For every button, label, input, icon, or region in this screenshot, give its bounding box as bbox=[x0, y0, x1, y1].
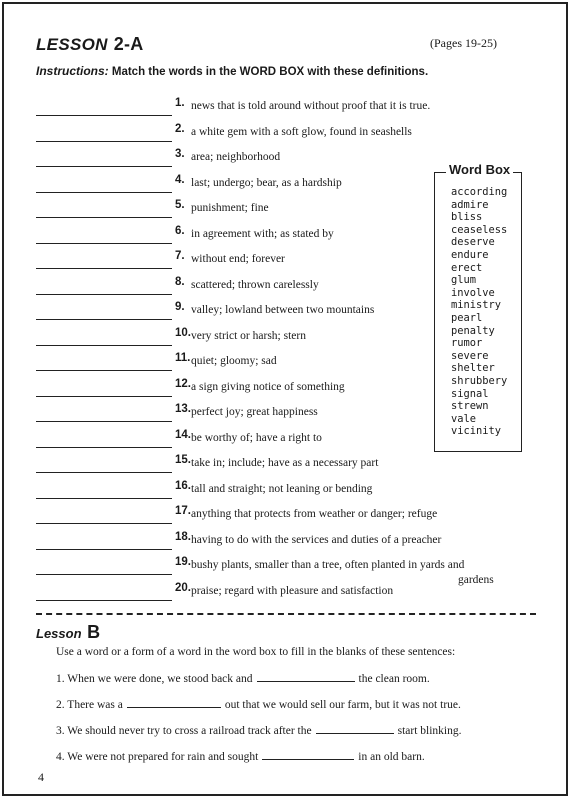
definition-number: 10. bbox=[175, 327, 191, 339]
section-divider bbox=[36, 613, 536, 615]
fill-in-sentence bbox=[56, 748, 425, 763]
definition-row bbox=[36, 556, 516, 586]
word-box-word: pearl bbox=[451, 311, 483, 324]
lesson-a-title bbox=[36, 34, 144, 55]
sentence-text-before: We should never try to cross a railroad track after the bbox=[67, 725, 312, 737]
word-box-word: severe bbox=[451, 349, 489, 362]
definition-number: 13. bbox=[175, 403, 191, 415]
definition-text: in agreement with; as stated by bbox=[191, 228, 334, 240]
word-box-word: erect bbox=[451, 261, 483, 274]
definition-number: 20. bbox=[175, 582, 191, 594]
sentence-number: 3. bbox=[56, 725, 65, 737]
definition-text: without end; forever bbox=[191, 253, 285, 265]
answer-blank[interactable] bbox=[36, 294, 172, 295]
instructions bbox=[36, 64, 428, 78]
definition-number: 12. bbox=[175, 378, 191, 390]
definition-number: 18. bbox=[175, 531, 191, 543]
definition-text: be worthy of; have a right to bbox=[191, 432, 322, 444]
fill-in-sentence bbox=[56, 722, 462, 737]
lesson-b-title bbox=[36, 622, 100, 643]
sentence-text-after: start blinking. bbox=[397, 725, 462, 737]
definition-text: a sign giving notice of something bbox=[191, 381, 345, 393]
word-box-word: penalty bbox=[451, 324, 495, 337]
definition-text: news that is told around without proof that it is true. bbox=[191, 100, 431, 112]
word-box-word: involve bbox=[451, 286, 495, 299]
sentence-blank[interactable] bbox=[127, 696, 221, 708]
lesson-label: LESSON bbox=[36, 35, 108, 54]
definition-number: 15. bbox=[175, 454, 191, 466]
definition-number: 2. bbox=[175, 123, 185, 135]
sentence-blank[interactable] bbox=[316, 722, 394, 734]
answer-blank[interactable] bbox=[36, 141, 172, 142]
definition-text: having to do with the services and duties of a preacher bbox=[191, 534, 442, 546]
word-box-word: glum bbox=[451, 274, 477, 287]
answer-blank[interactable] bbox=[36, 421, 172, 422]
definition-row bbox=[36, 454, 516, 475]
answer-blank[interactable] bbox=[36, 574, 172, 575]
lesson-b-instructions: Use a word or a form of a word in the word box to fill in the blanks of these sentences: bbox=[56, 646, 456, 658]
definition-text: scattered; thrown carelessly bbox=[191, 279, 319, 291]
definition-text: perfect joy; great happiness bbox=[191, 406, 318, 418]
answer-blank[interactable] bbox=[36, 549, 172, 550]
definition-row bbox=[36, 582, 516, 603]
definition-number: 7. bbox=[175, 250, 185, 262]
answer-blank[interactable] bbox=[36, 345, 172, 346]
lesson-b-letter: B bbox=[87, 622, 101, 642]
definition-row bbox=[36, 97, 516, 118]
word-box-word: signal bbox=[451, 387, 489, 400]
answer-blank[interactable] bbox=[36, 472, 172, 473]
answer-blank[interactable] bbox=[36, 243, 172, 244]
sentence-number: 2. bbox=[56, 699, 65, 711]
sentence-text-before: When we were done, we stood back and bbox=[67, 673, 253, 685]
sentence-blank[interactable] bbox=[257, 670, 355, 682]
sentence-text-after: out that we would sell our farm, but it was not true. bbox=[224, 699, 461, 711]
word-box-word: shelter bbox=[451, 362, 495, 375]
definition-text: praise; regard with pleasure and satisfaction bbox=[191, 585, 394, 597]
definition-text: last; undergo; bear, as a hardship bbox=[191, 177, 342, 189]
definition-number: 6. bbox=[175, 225, 185, 237]
answer-blank[interactable] bbox=[36, 319, 172, 320]
definition-number: 5. bbox=[175, 199, 185, 211]
sentence-text-before: There was a bbox=[67, 699, 123, 711]
word-box-word: bliss bbox=[451, 211, 483, 224]
answer-blank[interactable] bbox=[36, 217, 172, 218]
word-box-word: vicinity bbox=[451, 425, 502, 438]
definition-number: 8. bbox=[175, 276, 185, 288]
word-box-word: according bbox=[451, 186, 508, 198]
lesson-b-label: Lesson bbox=[36, 626, 82, 641]
answer-blank[interactable] bbox=[36, 600, 172, 601]
answer-blank[interactable] bbox=[36, 370, 172, 371]
definition-row bbox=[36, 531, 516, 552]
answer-blank[interactable] bbox=[36, 166, 172, 167]
sentence-number: 4. bbox=[56, 751, 65, 763]
pages-reference: (Pages 19-25) bbox=[430, 36, 497, 50]
answer-blank[interactable] bbox=[36, 396, 172, 397]
definition-number: 16. bbox=[175, 480, 191, 492]
word-box-word: vale bbox=[451, 412, 477, 425]
sentence-text-after: the clean room. bbox=[358, 673, 430, 685]
sentence-text-after: in an old barn. bbox=[358, 751, 425, 763]
definition-number: 9. bbox=[175, 301, 185, 313]
sentence-blank[interactable] bbox=[262, 748, 354, 760]
definition-text: take in; include; have as a necessary part bbox=[191, 457, 379, 469]
definition-text: quiet; gloomy; sad bbox=[191, 355, 277, 367]
definition-text: anything that protects from weather or danger; refuge bbox=[191, 508, 438, 520]
fill-in-sentence bbox=[56, 670, 430, 685]
definition-number: 1. bbox=[175, 97, 185, 109]
word-box-word: rumor bbox=[451, 337, 483, 350]
answer-blank[interactable] bbox=[36, 523, 172, 524]
answer-blank[interactable] bbox=[36, 498, 172, 499]
word-box-word: ceaseless bbox=[451, 223, 508, 236]
word-box-word: strewn bbox=[451, 400, 489, 413]
definition-number: 11. bbox=[175, 352, 191, 364]
page-number: 4 bbox=[38, 770, 44, 784]
word-box-word: shrubbery bbox=[451, 374, 508, 387]
word-box-title: Word Box bbox=[446, 162, 513, 177]
definition-number: 4. bbox=[175, 174, 185, 186]
definition-text: a white gem with a soft glow, found in seashells bbox=[191, 126, 412, 138]
definition-text: very strict or harsh; stern bbox=[191, 330, 306, 342]
answer-blank[interactable] bbox=[36, 268, 172, 269]
sentence-text-before: We were not prepared for rain and sought bbox=[67, 751, 259, 763]
lesson-number: 2-A bbox=[113, 34, 144, 54]
answer-blank[interactable] bbox=[36, 115, 172, 116]
definition-text: area; neighborhood bbox=[191, 151, 281, 163]
definition-text: punishment; fine bbox=[191, 202, 269, 214]
definition-row bbox=[36, 148, 516, 169]
definition-number: 19. bbox=[175, 556, 191, 568]
definition-row bbox=[36, 505, 516, 526]
word-box-list bbox=[451, 186, 507, 438]
answer-blank[interactable] bbox=[36, 192, 172, 193]
definition-text-continued: gardens bbox=[458, 574, 494, 586]
definition-text: bushy plants, smaller than a tree, often planted in yards and bbox=[191, 559, 465, 571]
word-box-word: endure bbox=[451, 248, 489, 261]
word-box-word: ministry bbox=[451, 299, 502, 312]
sentence-number: 1. bbox=[56, 673, 65, 685]
definition-row bbox=[36, 480, 516, 501]
definition-number: 3. bbox=[175, 148, 185, 160]
definition-number: 17. bbox=[175, 505, 191, 517]
answer-blank[interactable] bbox=[36, 447, 172, 448]
instructions-text: Match the words in the WORD BOX with these definitions. bbox=[111, 66, 429, 78]
word-box-word: deserve bbox=[451, 236, 495, 249]
instructions-label: Instructions: bbox=[36, 64, 109, 78]
definition-text: tall and straight; not leaning or bending bbox=[191, 483, 373, 495]
fill-in-sentence bbox=[56, 696, 461, 711]
definition-text: valley; lowland between two mountains bbox=[191, 304, 375, 316]
word-box-word: admire bbox=[451, 198, 489, 211]
definition-row bbox=[36, 123, 516, 144]
definition-number: 14. bbox=[175, 429, 191, 441]
